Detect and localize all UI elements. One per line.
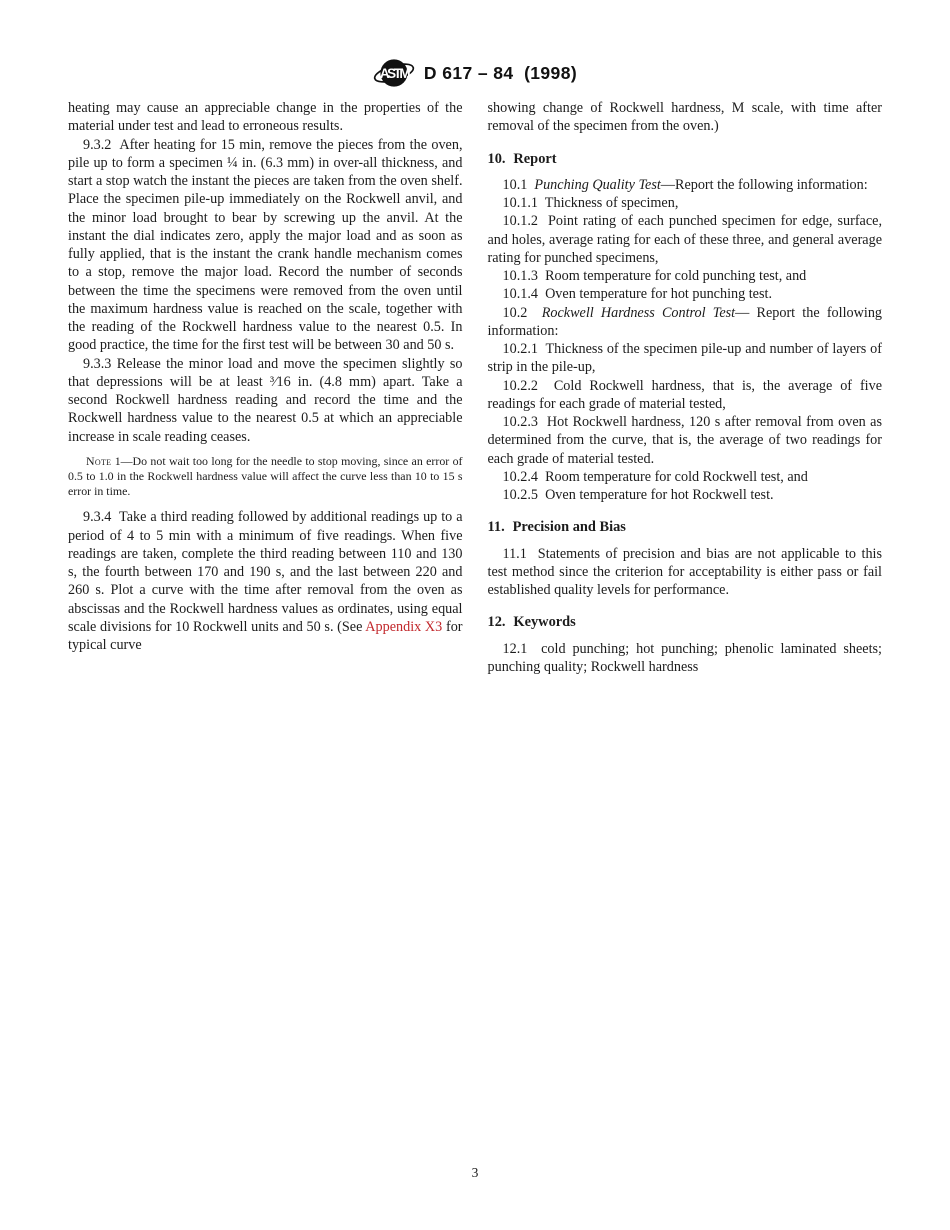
paragraph-9-3-4 [68, 508, 463, 654]
right-column [488, 99, 883, 676]
appendix-x3-link[interactable]: Appendix X3 [365, 618, 443, 635]
section-number: 11. [487, 519, 505, 536]
section-title: Precision and Bias [512, 519, 626, 536]
note-label: Note [86, 453, 112, 468]
page-number: 3 [471, 1165, 479, 1180]
paragraph-number: 10.2 [502, 304, 542, 321]
paragraph-text: — Report the following information: [487, 304, 883, 339]
section-heading-11 [488, 518, 883, 536]
standard-designation: D 617 – 84 (1998) [423, 62, 578, 83]
astm-logo-letters: ASTM [379, 66, 409, 81]
left-column [68, 99, 463, 676]
paragraph-9-3-4-text: 9.3.4 Take a third reading followed by additional readings up to a period of 4 to 5 min with a minimum of five readings. When five readings are taken, complete the third reading between 110 and 130 s, the fourth between 170 and 190 s, and the last between 220 and 260 s. Plot a curve with the time after removal from the oven as abscissas and the Rockwell hardness values as ordinates, using equal scale divisions for 10 Rockwell units and 50 s. (See [68, 509, 463, 635]
paragraph-10-1-1: 10.1.1 Thickness of specimen, [502, 195, 679, 211]
paragraph-10-1-2: 10.1.2 Point rating of each punched specimen for edge, surface, and holes, average rating for each of these three, and general average rating for punched specimens, [487, 213, 882, 266]
paragraph-10-1 [488, 176, 883, 194]
note-1 [68, 454, 463, 500]
paragraph-10-2 [488, 304, 883, 341]
document-body [68, 99, 882, 676]
note-text: 1—Do not wait too long for the needle to stop moving, since an error of 0.5 to 1.0 in the Rockwell hardness value will affect the curve less than 10 to 15 s error in time. [68, 453, 463, 499]
paragraph-9-3-2: 9.3.2 After heating for 15 min, remove the pieces from the oven, pile up to form a specimen ¼ in. (6.3 mm) in over-all thickness, and start a stop watch the instant the pieces are taken from the oven shelf. Place the specimen pile-up immediately on the Rockwell anvil, and the minor load brought to bear by screwing up the anvil. At the instant the dial indicates zero, apply the major load and as soon as fully applied, that is the instant the crank handle mechanism comes to a stop, remove the major load. Record the number of seconds between the time the specimens were removed from the oven until the maximum hardness value is reached on the scale, together with the reading of the Rockwell hardness value to the nearest 0.5. In good practice, the time for the first test will be between 30 and 50 s. [68, 136, 463, 354]
paragraph-continuation: heating may cause an appreciable change in the properties of the material under test and lead to erroneous results. [68, 100, 463, 135]
astm-logo-icon [373, 54, 415, 92]
paragraph-9-3-4-tail: for typical curve [68, 618, 463, 654]
paragraph-10-2-3: 10.2.3 Hot Rockwell hardness, 120 s after removal from oven as determined from the curve, that is, the average of two readings for each grade of material tested. [487, 414, 882, 467]
section-title: Keywords [513, 614, 576, 631]
paragraph-text: —Report the following information: [660, 176, 868, 193]
paragraph-continuation: showing change of Rockwell hardness, M scale, with time after removal of the specimen from the oven.) [487, 100, 882, 135]
paragraph-10-2-5: 10.2.5 Oven temperature for hot Rockwell test. [502, 487, 774, 503]
paragraph-10-2-4: 10.2.4 Room temperature for cold Rockwell test, and [502, 468, 808, 485]
test-name-italic: Punching Quality Test [534, 176, 661, 193]
section-number: 12. [487, 614, 506, 631]
paragraph-12-1: 12.1 cold punching; hot punching; phenolic laminated sheets; punching quality; Rockwell hardness [487, 640, 882, 675]
page-footer [0, 1165, 950, 1181]
paragraph-11-1: 11.1 Statements of precision and bias are not applicable to this test method since the criterion for acceptability is either pass or fail established quality levels for performance. [487, 545, 882, 598]
document-header [0, 54, 950, 92]
paragraph-number: 10.1 [502, 176, 535, 193]
paragraph-10-1-3: 10.1.3 Room temperature for cold punching test, and [502, 268, 807, 284]
section-number: 10. [487, 150, 506, 167]
paragraph-10-2-2: 10.2.2 Cold Rockwell hardness, that is, the average of five readings for each grade of material tested, [487, 377, 882, 412]
paragraph-10-2-1: 10.2.1 Thickness of the specimen pile-up and number of layers of strip in the pile-up, [487, 341, 882, 376]
paragraph-9-3-3: 9.3.3 Release the minor load and move the specimen slightly so that depressions will be at least ³⁄16 in. (4.8 mm) apart. Take a second Rockwell hardness reading and record the time and the Rockwell hardness value to the nearest 0.5 at which an appreciable increase in scale reading ceases. [68, 355, 463, 445]
test-name-italic: Rockwell Hardness Control Test [541, 304, 736, 321]
paragraph-10-1-4: 10.1.4 Oven temperature for hot punching test. [502, 286, 772, 303]
section-heading-10 [488, 150, 883, 168]
section-heading-12 [488, 613, 883, 631]
section-title: Report [513, 150, 557, 167]
